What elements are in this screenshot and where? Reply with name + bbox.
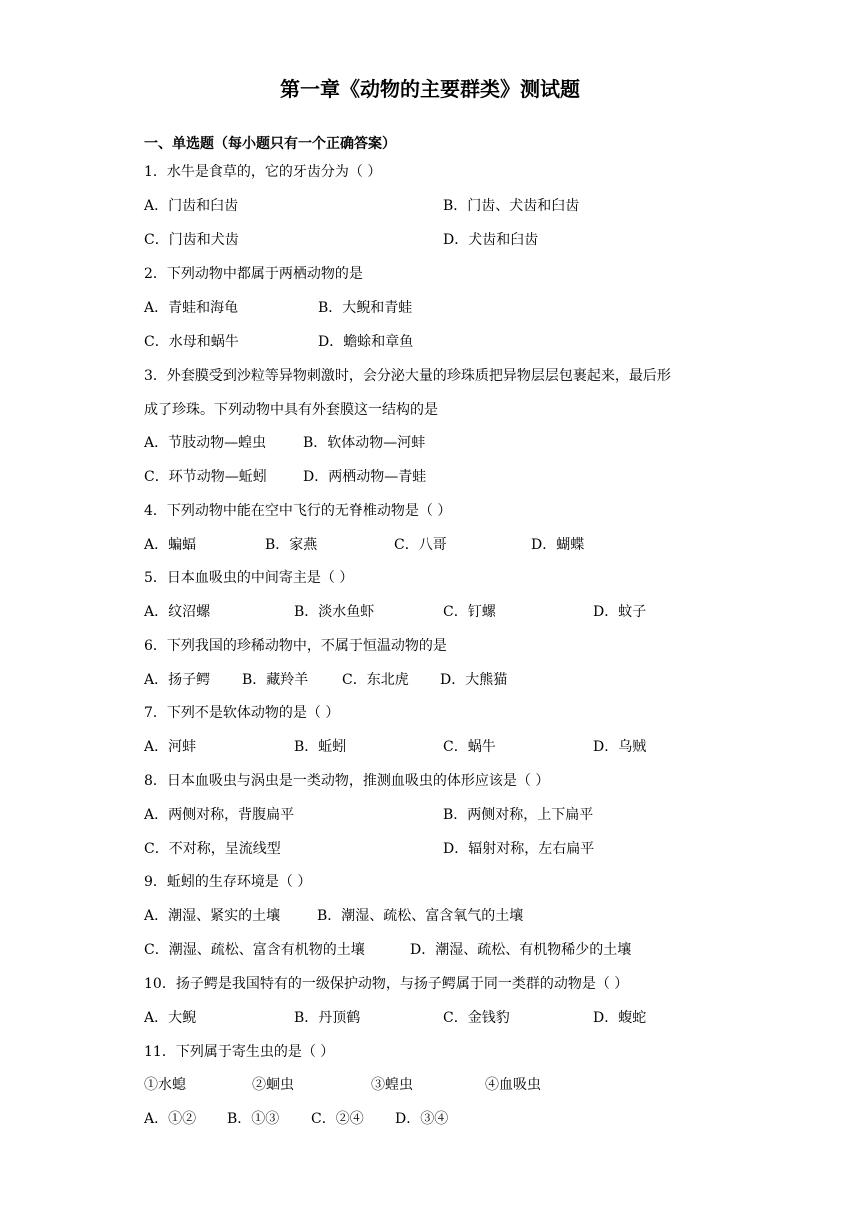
question-10-option-d: D．蝮蛇 (593, 1010, 647, 1026)
question-11-option-d: D．③④ (395, 1111, 449, 1127)
question-10-option-c: C．金钱豹 (443, 1010, 510, 1026)
page-title: 第一章《动物的主要群类》测试题 (280, 77, 580, 101)
question-3-option-a: A．节肢动物—蝗虫 (144, 435, 267, 451)
question-5-option-b: B．淡水鱼虾 (294, 604, 375, 620)
question-4-stem: 4．下列动物中能在空中飞行的无脊椎动物是（ ） (144, 503, 452, 519)
question-11-item-2: ②蛔虫 (252, 1077, 294, 1093)
question-5-option-c: C．钉螺 (443, 604, 496, 620)
section-heading: 一、单选题（每小题只有一个正确答案） (144, 136, 396, 152)
question-11-option-b: B．①③ (227, 1111, 280, 1127)
question-1-option-a: A．门齿和臼齿 (144, 198, 239, 214)
question-5-option-d: D．蚊子 (593, 604, 647, 620)
question-3-option-b: B．软体动物—河蚌 (303, 435, 426, 451)
question-11-item-4: ④血吸虫 (485, 1077, 541, 1093)
question-11-stem: 11．下列属于寄生虫的是（ ） (144, 1044, 335, 1060)
question-9-option-d: D．潮湿、疏松、有机物稀少的土壤 (410, 942, 632, 958)
question-9-stem: 9．蚯蚓的生存环境是（ ） (144, 874, 312, 890)
question-7-option-a: A．河蚌 (144, 739, 197, 755)
question-1-option-b: B．门齿、犬齿和臼齿 (443, 198, 580, 214)
question-11-option-a: A．①② (144, 1111, 197, 1127)
question-10-option-b: B．丹顶鹤 (294, 1010, 361, 1026)
question-11-item-1: ①水螅 (144, 1077, 186, 1093)
question-3-option-d: D．两栖动物—青蛙 (303, 469, 427, 485)
question-8-option-d: D．辐射对称，左右扁平 (443, 841, 595, 857)
question-3-option-c: C．环节动物—蚯蚓 (144, 469, 267, 485)
question-8-stem: 8．日本血吸虫与涡虫是一类动物，推测血吸虫的体形应该是（ ） (144, 773, 550, 789)
question-6-option-d: D．大熊猫 (440, 672, 508, 688)
question-9-option-a: A．潮湿、紧实的土壤 (144, 908, 281, 924)
question-9-option-b: B．潮湿、疏松、富含氧气的土壤 (317, 908, 524, 924)
question-8-option-b: B．两侧对称，上下扁平 (443, 807, 594, 823)
question-11-option-c: C．②④ (311, 1111, 364, 1127)
question-3-stem-line-2: 成了珍珠。下列动物中具有外套膜这一结构的是 (144, 402, 438, 418)
question-5-stem: 5．日本血吸虫的中间寄主是（ ） (144, 570, 354, 586)
question-6-option-b: B．藏羚羊 (242, 672, 309, 688)
question-4-option-a: A．蝙蝠 (144, 537, 197, 553)
question-2-stem: 2．下列动物中都属于两栖动物的是 (144, 266, 363, 282)
question-10-stem: 10．扬子鳄是我国特有的一级保护动物，与扬子鳄属于同一类群的动物是（ ） (144, 976, 629, 992)
question-1-stem: 1．水牛是食草的，它的牙齿分为（ ） (144, 164, 382, 180)
question-7-stem: 7．下列不是软体动物的是（ ） (144, 705, 340, 721)
question-1-option-c: C．门齿和犬齿 (144, 232, 239, 248)
question-1-option-d: D．犬齿和臼齿 (443, 232, 539, 248)
question-7-option-c: C．蜗牛 (443, 739, 496, 755)
question-3-stem-line-1: 3．外套膜受到沙粒等异物刺激时，会分泌大量的珍珠质把异物层层包裹起来，最后形 (144, 368, 671, 384)
question-6-stem: 6．下列我国的珍稀动物中，不属于恒温动物的是 (144, 638, 447, 654)
question-7-option-b: B．蚯蚓 (294, 739, 347, 755)
question-8-option-c: C．不对称，呈流线型 (144, 841, 281, 857)
question-4-option-d: D．蝴蝶 (531, 537, 585, 553)
question-2-option-c: C．水母和蜗牛 (144, 334, 239, 350)
question-6-option-c: C．东北虎 (342, 672, 409, 688)
question-4-option-b: B．家燕 (265, 537, 318, 553)
question-9-option-c: C．潮湿、疏松、富含有机物的土壤 (144, 942, 365, 958)
question-5-option-a: A．纹沼螺 (144, 604, 211, 620)
question-6-option-a: A．扬子鳄 (144, 672, 211, 688)
question-11-item-3: ③蝗虫 (371, 1077, 413, 1093)
question-2-option-b: B．大鲵和青蛙 (318, 300, 413, 316)
question-7-option-d: D．乌贼 (593, 739, 647, 755)
question-10-option-a: A．大鲵 (144, 1010, 197, 1026)
question-4-option-c: C．八哥 (394, 537, 447, 553)
question-8-option-a: A．两侧对称，背腹扁平 (144, 807, 295, 823)
question-2-option-a: A．青蛙和海龟 (144, 300, 239, 316)
question-2-option-d: D．蟾蜍和章鱼 (318, 334, 414, 350)
